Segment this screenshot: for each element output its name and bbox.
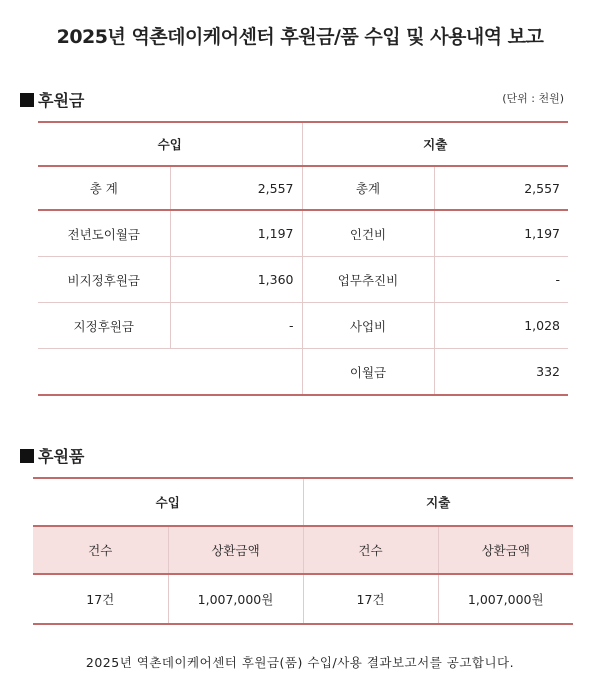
expense-label: 인건비 [302,210,434,257]
section-heading-donations [20,88,84,111]
expense-label: 사업비 [302,303,434,349]
table-row [33,574,573,624]
footer-notice: 2025년 역촌데이케어센터 후원금(품) 수입/사용 결과보고서를 공고합니다. [85,655,515,670]
page-title: 2025년 역촌데이케어센터 후원금/품 수입 및 사용내역 보고 [56,26,544,48]
expense-header: 지출 [302,122,568,166]
expense-label: 이월금 [302,349,434,396]
income-label: 지정후원금 [38,303,170,349]
table-header-row [33,478,573,526]
income-value: 1,197 [170,210,302,257]
expense-total-value: 2,557 [434,166,568,210]
table-row [38,303,568,349]
income-header: 수입 [38,122,302,166]
expense-value: 1,028 [434,303,568,349]
income-total-label: 총 계 [38,166,170,210]
income-value: 1,360 [170,257,302,303]
expense-count: 17건 [303,574,438,624]
expense-value: 1,197 [434,210,568,257]
table-row [38,210,568,257]
income-header: 수입 [33,478,303,526]
unit-label: (단위 : 천원) [502,92,564,105]
table-header-row [38,122,568,166]
section-heading-label: 후원품 [38,447,85,466]
expense-count-header: 건수 [303,526,438,574]
expense-header: 지출 [303,478,573,526]
expense-value: - [434,257,568,303]
expense-label: 업무추진비 [302,257,434,303]
square-bullet-icon [20,449,34,463]
table-row [38,349,568,396]
income-amount-header: 상환금액 [168,526,303,574]
income-count: 17건 [33,574,168,624]
square-bullet-icon [20,93,34,107]
expense-amount-header: 상환금액 [438,526,573,574]
expense-total-label: 총계 [302,166,434,210]
income-total-value: 2,557 [170,166,302,210]
expense-amount: 1,007,000원 [438,574,573,624]
income-label: 전년도이월금 [38,210,170,257]
table-subheader-row [33,526,573,574]
income-amount: 1,007,000원 [168,574,303,624]
section-heading-label: 후원금 [38,91,85,110]
income-label: 비지정후원금 [38,257,170,303]
income-empty-cell [38,349,302,396]
total-row [38,166,568,210]
expense-value: 332 [434,349,568,396]
income-value: - [170,303,302,349]
goods-table [33,477,573,625]
table-row [38,257,568,303]
donation-table [38,121,568,396]
section-heading-goods [20,444,84,467]
income-count-header: 건수 [33,526,168,574]
